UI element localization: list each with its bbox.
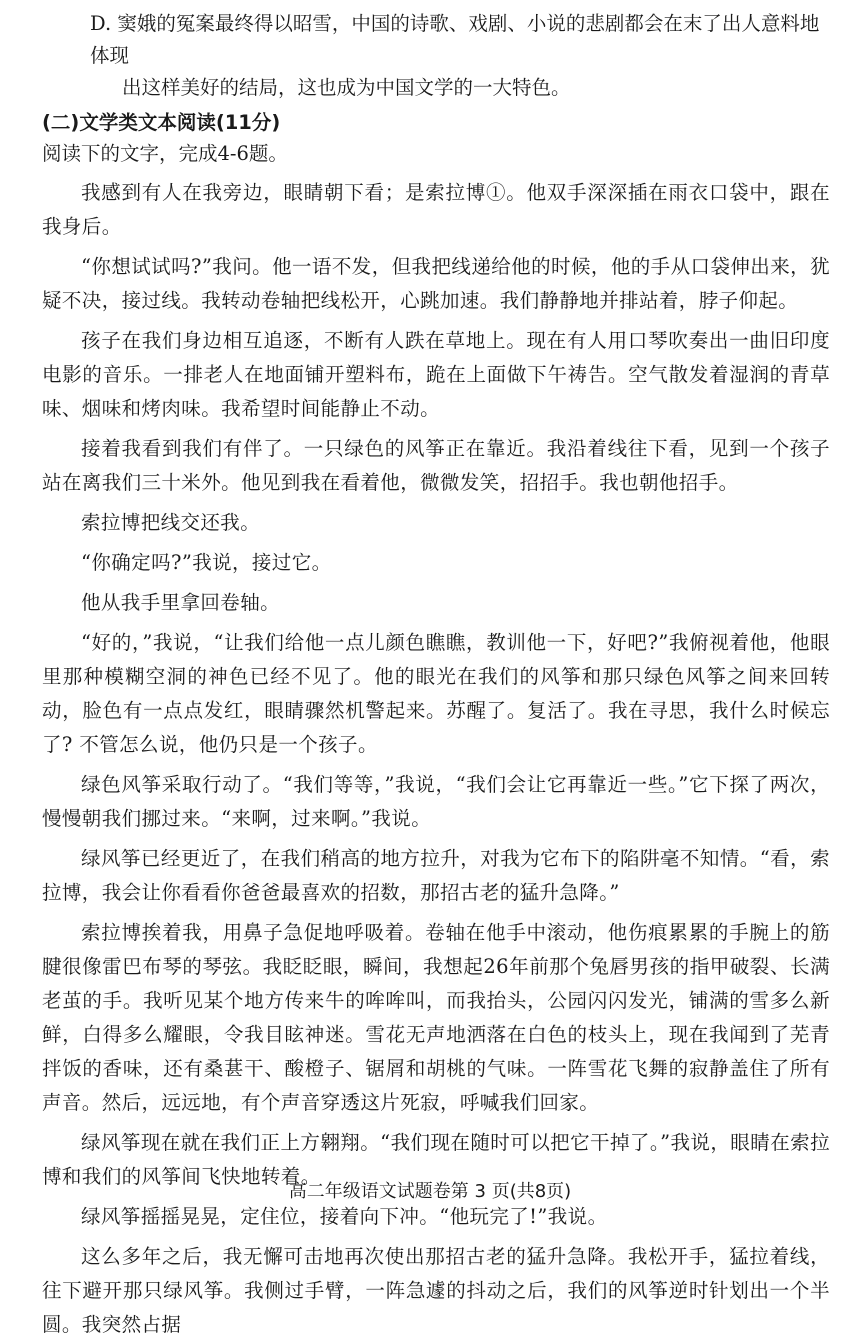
- passage-paragraph: 索拉博挨着我，用鼻子急促地呼吸着。卷轴在他手中滚动，他伤痕累累的手腕上的筋腱很像雷巴布琴的琴弦。我眨眨眼，瞬间，我想起26年前那个兔唇男孩的指甲破裂、长满老茧的手。我听见某个地方传来牛的哞哞叫，而我抬头，公园闪闪发光，铺满的雪多么新鲜，白得多么耀眼，令我目眩神迷。雪花无声地洒落在白色的枝头上，现在我闻到了芜青拌饭的香味，还有桑葚干、酸橙子、锯屑和胡桃的气味。一阵雪花飞舞的寂静盖住了所有声音。然后，远远地，有个声音穿透这片死寂，呼喊我们回家。: [42, 921, 830, 1114]
- passage-paragraph: 索拉博把线交还我。: [81, 511, 261, 534]
- passage-paragraph: 我感到有人在我旁边，眼睛朝下看；是索拉博①。他双手深深插在雨衣口袋中，跟在我身后。: [42, 181, 830, 238]
- passage-paragraph: 绿色风筝采取行动了。“我们等等，”我说，“我们会让它再靠近一些。”它下探了两次，慢慢朝我们挪过来。“来啊，过来啊。”我说。: [42, 773, 830, 830]
- passage-paragraph: “你想试试吗?”我问。他一语不发，但我把线递给他的时候，他的手从口袋伸出来，犹疑不决，接过线。我转动卷轴把线松开，心跳加速。我们静静地并排站着，脖子仰起。: [42, 255, 830, 312]
- option-d-line1: D. 窦娥的冤案最终得以昭雪，中国的诗歌、戏剧、小说的悲剧都会在末了出人意料地体现: [90, 12, 820, 67]
- section-title: (二)文学类文本阅读(11分): [42, 111, 281, 134]
- passage-paragraph: 他从我手里拿回卷轴。: [81, 591, 281, 614]
- passage-paragraph: 孩子在我们身边相互追逐，不断有人跌在草地上。现在有人用口琴吹奏出一曲旧印度电影的音乐。一排老人在地面铺开塑料布，跪在上面做下午祷告。空气散发着湿润的青草味、烟味和烤肉味。我希望时间能静止不动。: [42, 329, 830, 420]
- reading-passage: [42, 176, 830, 1342]
- passage-paragraph: 绿风筝已经更近了，在我们稍高的地方拉升，对我为它布下的陷阱毫不知情。“看，索拉博，我会让你看看你爸爸最喜欢的招数，那招古老的猛升急降。”: [42, 847, 830, 904]
- passage-paragraph: 接着我看到我们有伴了。一只绿色的风筝正在靠近。我沿着线往下看，见到一个孩子站在离我们三十米外。他见到我在看着他，微微发笑，招招手。我也朝他招手。: [42, 437, 830, 494]
- passage-paragraph: 绿风筝现在就在我们正上方翱翔。“我们现在随时可以把它干掉了。”我说，眼睛在索拉博和我们的风筝间飞快地转着。: [42, 1131, 830, 1188]
- passage-paragraph: 绿风筝摇摇晃晃，定住位，接着向下冲。“他玩完了!”我说。: [81, 1205, 608, 1228]
- passage-paragraph: 这么多年之后，我无懈可击地再次使出那招古老的猛升急降。我松开手，猛拉着线，往下避开那只绿风筝。我侧过手臂，一阵急遽的抖动之后，我们的风筝逆时针划出一个半圆。我突然占据: [42, 1245, 830, 1336]
- reading-instruction: 阅读下的文字，完成4-6题。: [42, 142, 288, 165]
- page-footer: 高二年级语文试题卷第 3 页(共8页): [288, 1181, 572, 1202]
- passage-paragraph: “好的，”我说，“让我们给他一点儿颜色瞧瞧，教训他一下，好吧?”我俯视着他，他眼里那种模糊空洞的神色已经不见了。他的眼光在我们的风筝和那只绿色风筝之间来回转动，脸色有一点点发红，眼睛骤然机警起来。苏醒了。复活了。我在寻思，我什么时候忘了? 不管怎么说，他仍只是一个孩子。: [42, 631, 830, 756]
- option-d-line2: 出这样美好的结局，这也成为中国文学的一大特色。: [122, 76, 571, 99]
- answer-option-d: [90, 8, 830, 104]
- passage-paragraph: “你确定吗?”我说，接过它。: [81, 551, 332, 574]
